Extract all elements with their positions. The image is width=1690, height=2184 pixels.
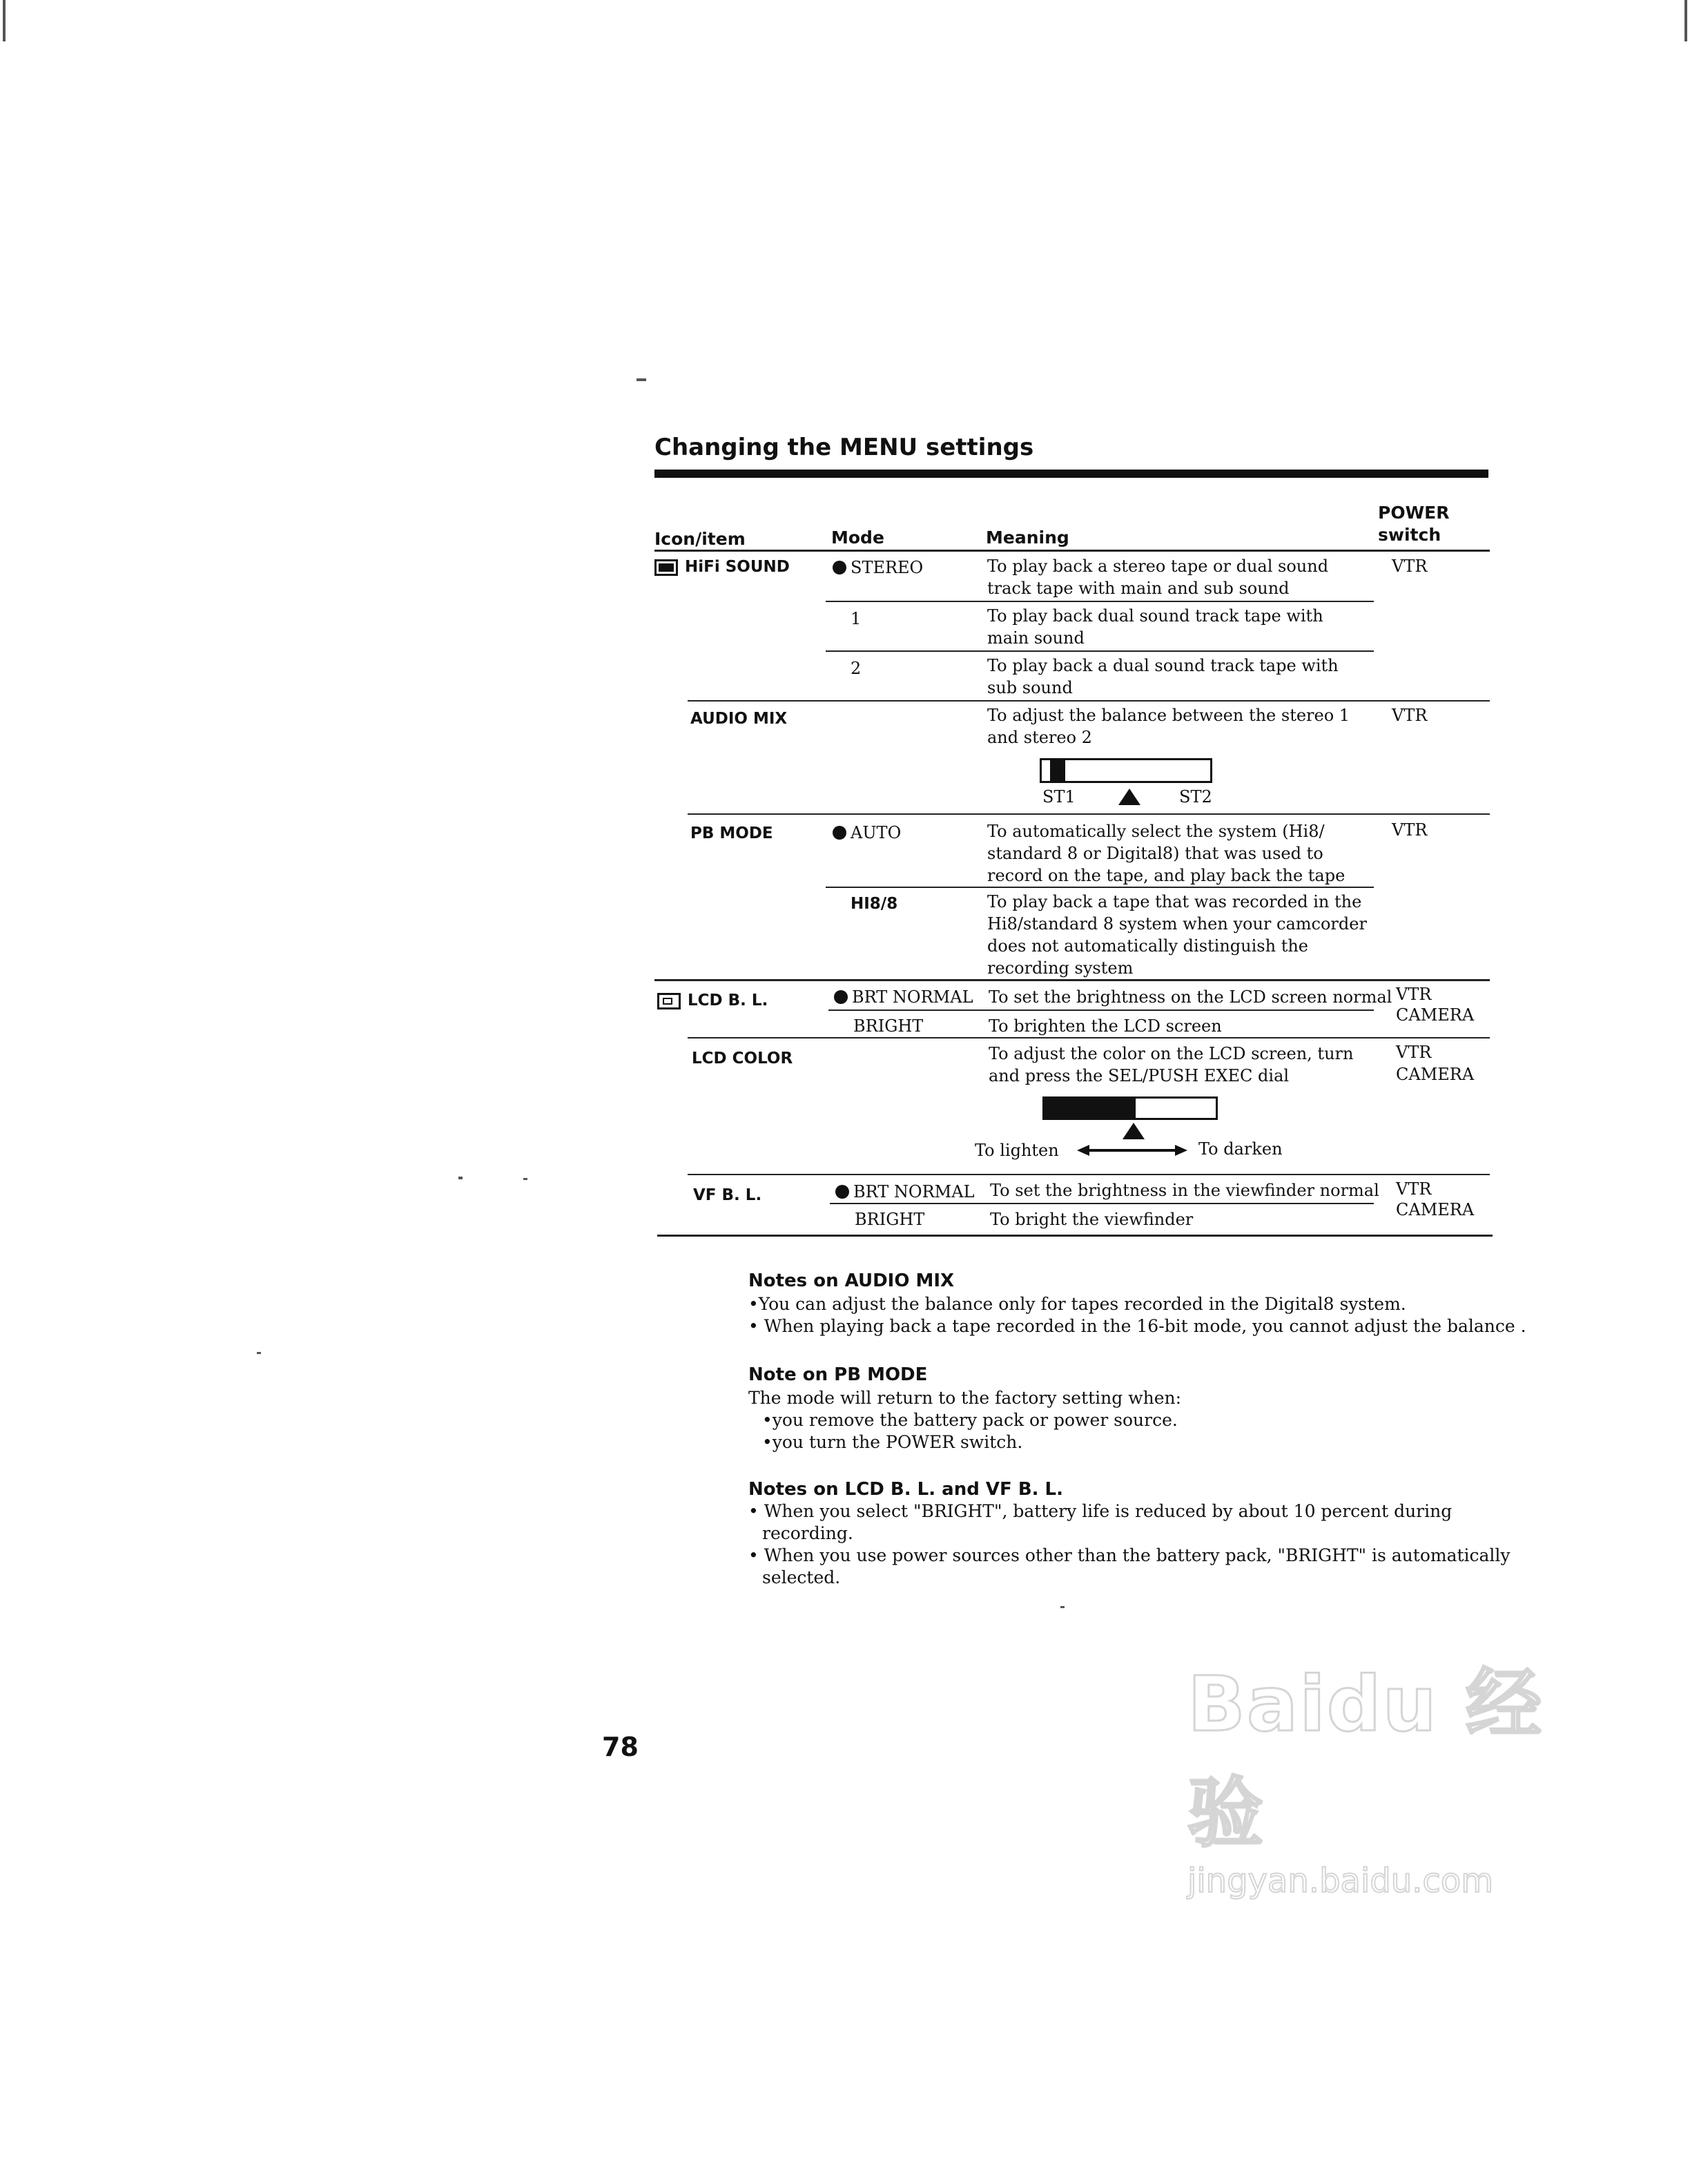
default-dot-icon xyxy=(834,990,848,1004)
audio-mix-st1-label: ST1 xyxy=(1042,787,1076,806)
notes-bl-heading: Notes on LCD B. L. and VF B. L. xyxy=(748,1479,1064,1500)
audio-mix-st2-label: ST2 xyxy=(1179,787,1212,806)
lcd-set-icon xyxy=(657,993,681,1009)
row-rule xyxy=(830,1203,1374,1204)
lcd-color-darken-label: To darken xyxy=(1198,1139,1283,1159)
group-rule xyxy=(654,979,1490,981)
vf-bl-mode-normal: BRT NORMAL xyxy=(835,1181,975,1203)
table-bottom-rule xyxy=(657,1235,1493,1237)
scan-speck xyxy=(458,1177,463,1179)
notes-audio-mix-heading: Notes on AUDIO MIX xyxy=(748,1270,955,1291)
lcd-bl-power-line1: VTR xyxy=(1396,985,1432,1004)
vf-bl-power-line1: VTR xyxy=(1396,1179,1432,1199)
lcd-bl-meaning-normal: To set the brightness on the LCD screen normal xyxy=(989,987,1392,1007)
vf-bl-mode-bright: BRIGHT xyxy=(855,1210,925,1229)
notes-bl-2a: • When you use power sources other than the battery pack, "BRIGHT" is automatically xyxy=(748,1545,1511,1565)
row-rule xyxy=(826,601,1374,602)
lcd-bl-mode-normal: BRT NORMAL xyxy=(834,986,973,1008)
vf-bl-item: VF B. L. xyxy=(693,1186,762,1204)
lcd-bl-power-line2: CAMERA xyxy=(1396,1005,1475,1025)
hifi-mode-2: 2 xyxy=(851,659,862,678)
lcd-bl-mode-bright: BRIGHT xyxy=(853,1016,924,1036)
notes-bl-1b: recording. xyxy=(762,1523,853,1543)
notes-pb-mode-1: •you remove the battery pack or power source. xyxy=(762,1410,1178,1430)
header-power-line2: switch xyxy=(1378,525,1441,545)
lcd-color-power-line1: VTR xyxy=(1396,1043,1432,1062)
default-dot-icon xyxy=(833,561,846,574)
row-rule xyxy=(688,1174,1490,1175)
hifi-mode-1: 1 xyxy=(851,609,862,628)
notes-bl-1a: • When you select "BRIGHT", battery life is reduced by about 10 percent during xyxy=(748,1501,1453,1521)
lcd-color-meaning: To adjust the color on the LCD screen, turn and press the SEL/PUSH EXEC dial xyxy=(989,1044,1354,1085)
audio-mix-meaning: To adjust the balance between the stereo 1 and stereo 2 xyxy=(987,706,1350,747)
pb-mode-auto: AUTO xyxy=(833,822,901,844)
scan-edge-mark xyxy=(3,0,6,41)
baidu-watermark xyxy=(1187,1643,1602,1900)
watermark-url: jingyan.baidu.com xyxy=(1187,1862,1493,1900)
pb-mode-power: VTR xyxy=(1392,820,1428,840)
hifi-meaning-stereo: To play back a stereo tape or dual sound track tape with main and sub sound xyxy=(987,557,1329,598)
lcd-bl-item: LCD B. L. xyxy=(657,992,768,1009)
color-level-fill xyxy=(1045,1099,1136,1118)
vf-bl-meaning-bright: To bright the viewfinder xyxy=(990,1210,1194,1229)
row-rule xyxy=(688,813,1490,815)
scan-speck xyxy=(1060,1606,1065,1608)
lcd-color-item: LCD COLOR xyxy=(692,1050,793,1067)
hifi-sound-item: HiFi SOUND xyxy=(654,558,790,576)
row-rule xyxy=(688,700,1490,702)
lcd-color-lighten-label: To lighten xyxy=(975,1141,1059,1160)
vf-bl-power-line2: CAMERA xyxy=(1396,1200,1475,1219)
center-marker-icon xyxy=(1118,789,1140,805)
header-mode: Mode xyxy=(831,528,884,548)
header-icon-item: Icon/item xyxy=(654,529,746,549)
scan-speck xyxy=(523,1178,527,1180)
header-rule xyxy=(654,550,1490,552)
audio-mix-balance-scale xyxy=(1040,758,1212,783)
hifi-mode-stereo: STEREO xyxy=(833,557,923,579)
notes-pb-mode-intro: The mode will return to the factory setting when: xyxy=(748,1388,1182,1408)
scan-speck xyxy=(257,1352,261,1354)
notes-pb-mode-2: •you turn the POWER switch. xyxy=(762,1432,1023,1452)
page-number: 78 xyxy=(602,1732,639,1762)
pb-mode-meaning-hi8: To play back a tape that was recorded in the Hi8/standard 8 system when your camcorder does not automatically distinguish the recording system xyxy=(987,892,1367,978)
lcd-bl-meaning-bright: To brighten the LCD screen xyxy=(989,1016,1222,1036)
default-dot-icon xyxy=(833,826,846,840)
lcd-color-power-line2: CAMERA xyxy=(1396,1065,1475,1084)
pb-mode-meaning-auto: To automatically select the system (Hi8/ standard 8 or Digital8) that was used to record on the tape, and play back the tape xyxy=(987,822,1346,885)
pb-mode-hi8: HI8/8 xyxy=(851,895,898,913)
notes-bl-2b: selected. xyxy=(762,1567,841,1587)
audio-mix-item: AUDIO MIX xyxy=(690,710,788,728)
hifi-power: VTR xyxy=(1392,557,1428,576)
notes-audio-mix-2: • When playing back a tape recorded in the 16-bit mode, you cannot adjust the balance . xyxy=(748,1316,1526,1336)
pb-mode-item: PB MODE xyxy=(690,824,773,842)
vtr-set-icon xyxy=(654,559,678,576)
watermark-main: Baidu 经验 xyxy=(1187,1660,1544,1857)
row-rule xyxy=(828,1009,1374,1011)
scan-speck xyxy=(637,378,646,381)
vf-bl-meaning-normal: To set the brightness in the viewfinder normal xyxy=(990,1181,1379,1200)
scan-edge-mark xyxy=(1684,0,1687,41)
row-rule xyxy=(688,1037,1490,1038)
audio-mix-power: VTR xyxy=(1392,706,1428,725)
center-marker-icon xyxy=(1123,1123,1145,1139)
section-title: Changing the MENU settings xyxy=(654,434,1034,461)
title-rule xyxy=(654,470,1488,478)
notes-pb-mode-heading: Note on PB MODE xyxy=(748,1364,928,1385)
header-meaning: Meaning xyxy=(986,528,1069,548)
row-rule xyxy=(826,887,1374,888)
hifi-meaning-1: To play back dual sound track tape with main sound xyxy=(987,606,1323,648)
lcd-color-scale xyxy=(1042,1096,1218,1120)
header-power-line1: POWER xyxy=(1378,503,1450,523)
row-rule xyxy=(826,650,1374,652)
notes-audio-mix-1: •You can adjust the balance only for tapes recorded in the Digital8 system. xyxy=(748,1294,1406,1314)
double-arrow-icon xyxy=(1077,1142,1187,1159)
balance-indicator xyxy=(1050,760,1065,781)
default-dot-icon xyxy=(835,1185,849,1199)
hifi-meaning-2: To play back a dual sound track tape with sub sound xyxy=(987,656,1339,697)
